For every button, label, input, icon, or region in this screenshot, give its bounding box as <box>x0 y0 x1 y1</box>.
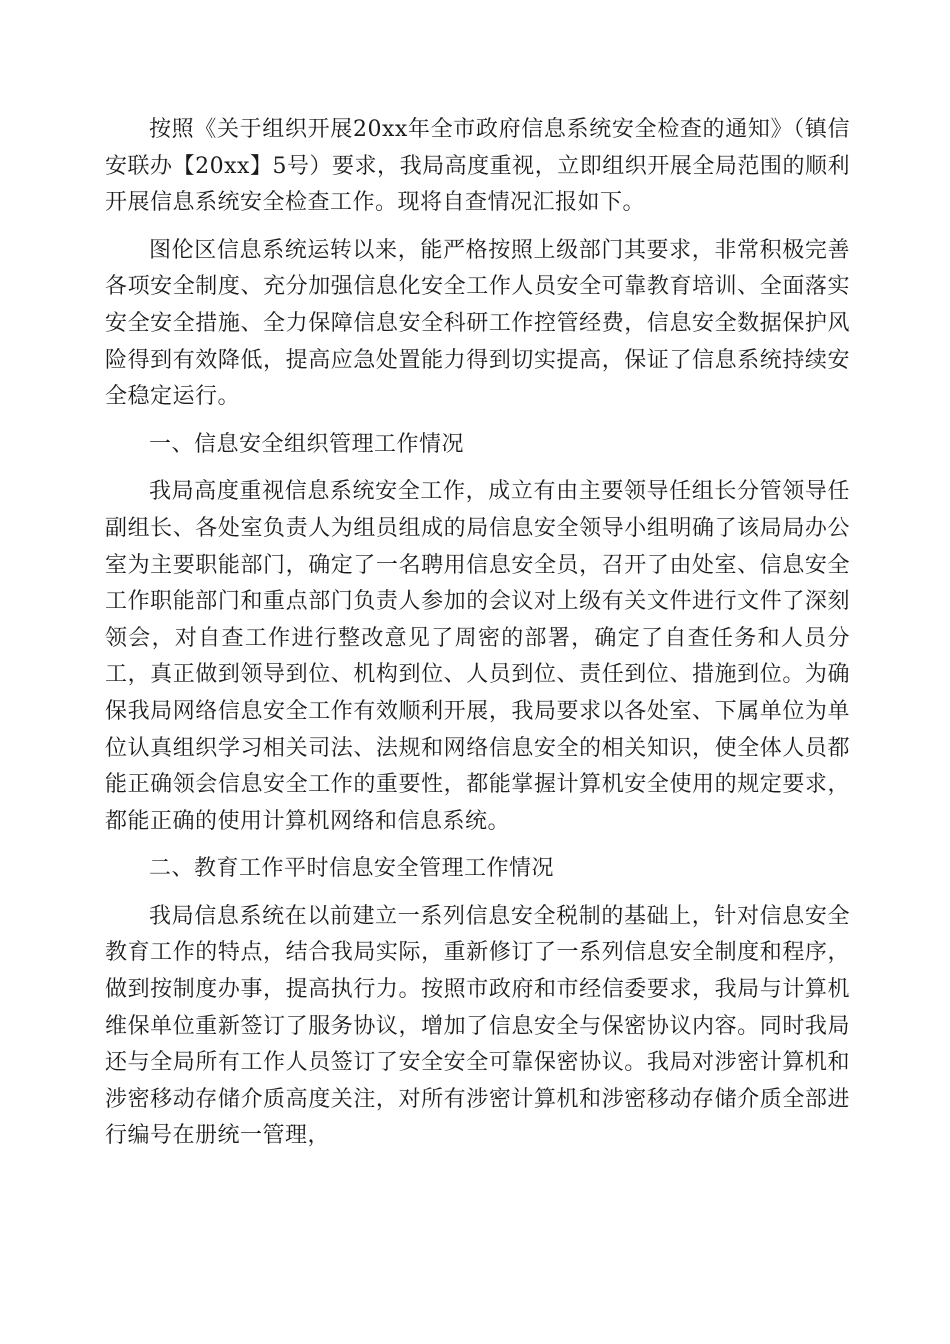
section-heading-education: 二、教育工作平时信息安全管理工作情况 <box>149 856 555 882</box>
section-heading-organization: 一、信息安全组织管理工作情况 <box>149 431 465 457</box>
organization-paragraph: 我局高度重视信息系统安全工作，成立有由主要领导任组长分管领导任副组长、各处室负责人为组员组成的局信息安全领导小组明确了该局局办公室为主要职能部门，确定了一名聘用信息安全员，召开了由处室、信息安全工作职能部门和重点部门负责人参加的会议对上级有关文件进行文件了深刻领会，对自查工作进行整改意见了周密的部署，确定了自查任务和人员分工，真正做到领导到位、机构到位、人员到位、责任到位、措施到位。为确保我局网络信息安全工作有效顺利开展，我局要求以各处室、下属单位为单位认真组织学习相关司法、法规和网络信息安全的相关知识，使全体人员都能正确领会信息安全工作的重要性，都能掌握计算机安全使用的规定要求，都能正确的使用计算机网络和信息系统。 <box>105 479 850 834</box>
overview-paragraph: 图伦区信息系统运转以来，能严格按照上级部门其要求，非常积极完善各项安全制度、充分加强信息化安全工作人员安全可靠教育培训、全面落实安全安全措施、全力保障信息安全科研工作控管经费，信息安全数据保护风险得到有效降低，提高应急处置能力得到切实提高，保证了信息系统持续安全稳定运行。 <box>105 237 850 410</box>
intro-paragraph: 按照《关于组织开展20xx年全市政府信息系统安全检查的通知》（镇信安联办【20xx】5号）要求，我局高度重视，立即组织开展全局范围的顺利开展信息系统安全检查工作。现将自查情况汇报如下。 <box>105 117 850 216</box>
education-paragraph: 我局信息系统在以前建立一系列信息安全税制的基础上，针对信息安全教育工作的特点，结合我局实际，重新修订了一系列信息安全制度和程序，做到按制度办事，提高执行力。按照市政府和市经信委要求，我局与计算机维保单位重新签订了服务协议，增加了信息安全与保密协议内容。同时我局还与全局所有工作人员签订了安全安全可靠保密协议。我局对涉密计算机和涉密移动存储介质高度关注，对所有涉密计算机和涉密移动存储介质全部进行编号在册统一管理， <box>105 903 850 1149</box>
document-body <box>105 112 850 1155</box>
